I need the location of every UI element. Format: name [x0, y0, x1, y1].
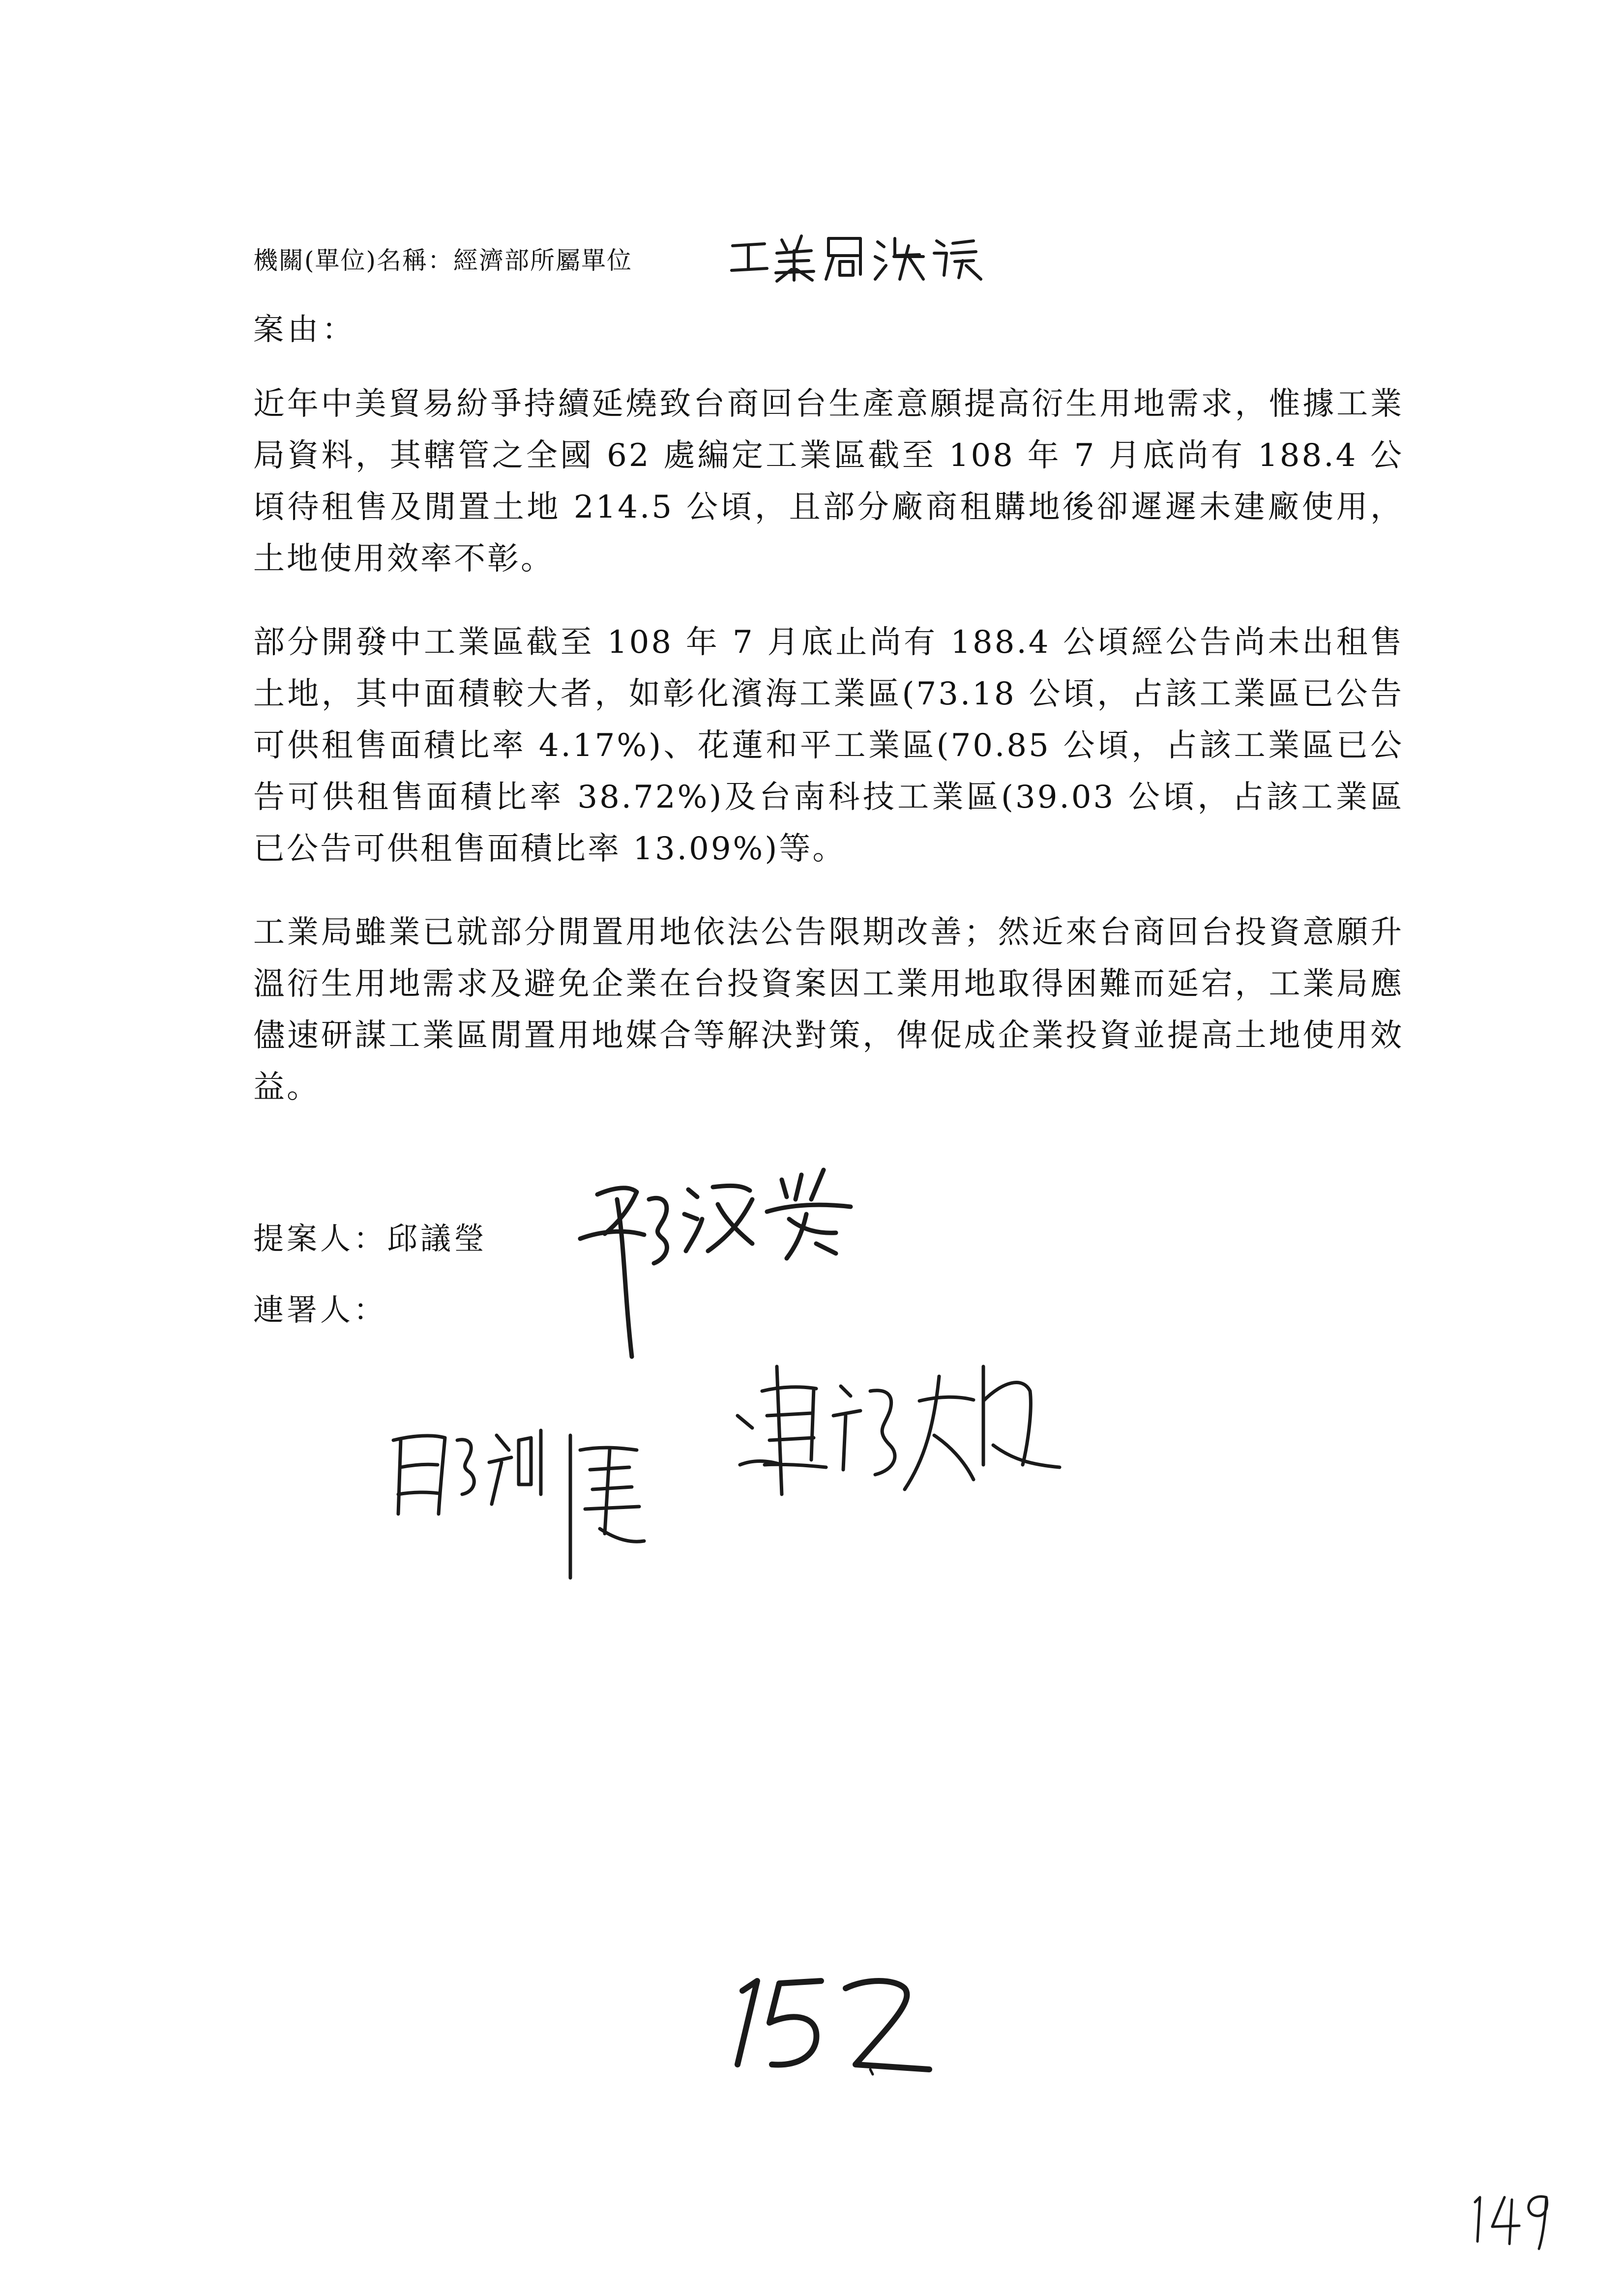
- proposer-signature: [570, 1145, 860, 1366]
- handwritten-page-number-149: [1465, 2187, 1554, 2251]
- handwritten-count-152: [728, 1966, 934, 2079]
- case-heading: 案由：: [253, 311, 357, 347]
- case-paragraph-2: 部分開發中工業區截至 108 年 7 月底止尚有 188.4 公頃經公告尚未出租售土地，其中面積較大者，如彰化濱海工業區(73.18 公頃，占該工業區已公告可供租售面積比率 4.17%)、花蓮和平工業區(70.85 公頃，占該工業區已公告可供租售面積比率 38.72%)及台南科技工業區(39.03 公頃，占該工業區已公告可供租售面積比率 13.09%)等。: [253, 624, 1404, 867]
- agency-label: 機關(單位)名稱：經濟部所屬單位: [253, 246, 633, 275]
- case-paragraph-3: 工業局雖業已就部分閒置用地依法公告限期改善；然近來台商回台投資意願升溫衍生用地需求及避免企業在台投資案因工業用地取得困難而延宕，工業局應儘速研謀工業區閒置用地媒合等解決對策，俾促成企業投資並提高土地使用效益。: [253, 914, 1404, 1105]
- cosigner-signature-1: [384, 1421, 659, 1593]
- cosigner-signature-2: [728, 1347, 1062, 1509]
- case-paragraph-1: 近年中美貿易紛爭持續延燒致台商回台生產意願提高衍生用地需求，惟據工業局資料，其轄管之全國 62 處編定工業區截至 108 年 7 月底尚有 188.4 公頃待租售及閒置土地 214.5 公頃，且部分廠商租購地後卻遲遲未建廠使用，土地使用效率不彰。: [253, 386, 1404, 577]
- cosigner-label: 連署人：: [253, 1292, 387, 1328]
- proposer-label: 提案人：邱議瑩: [253, 1221, 488, 1256]
- handwritten-resolution-note: [728, 226, 983, 285]
